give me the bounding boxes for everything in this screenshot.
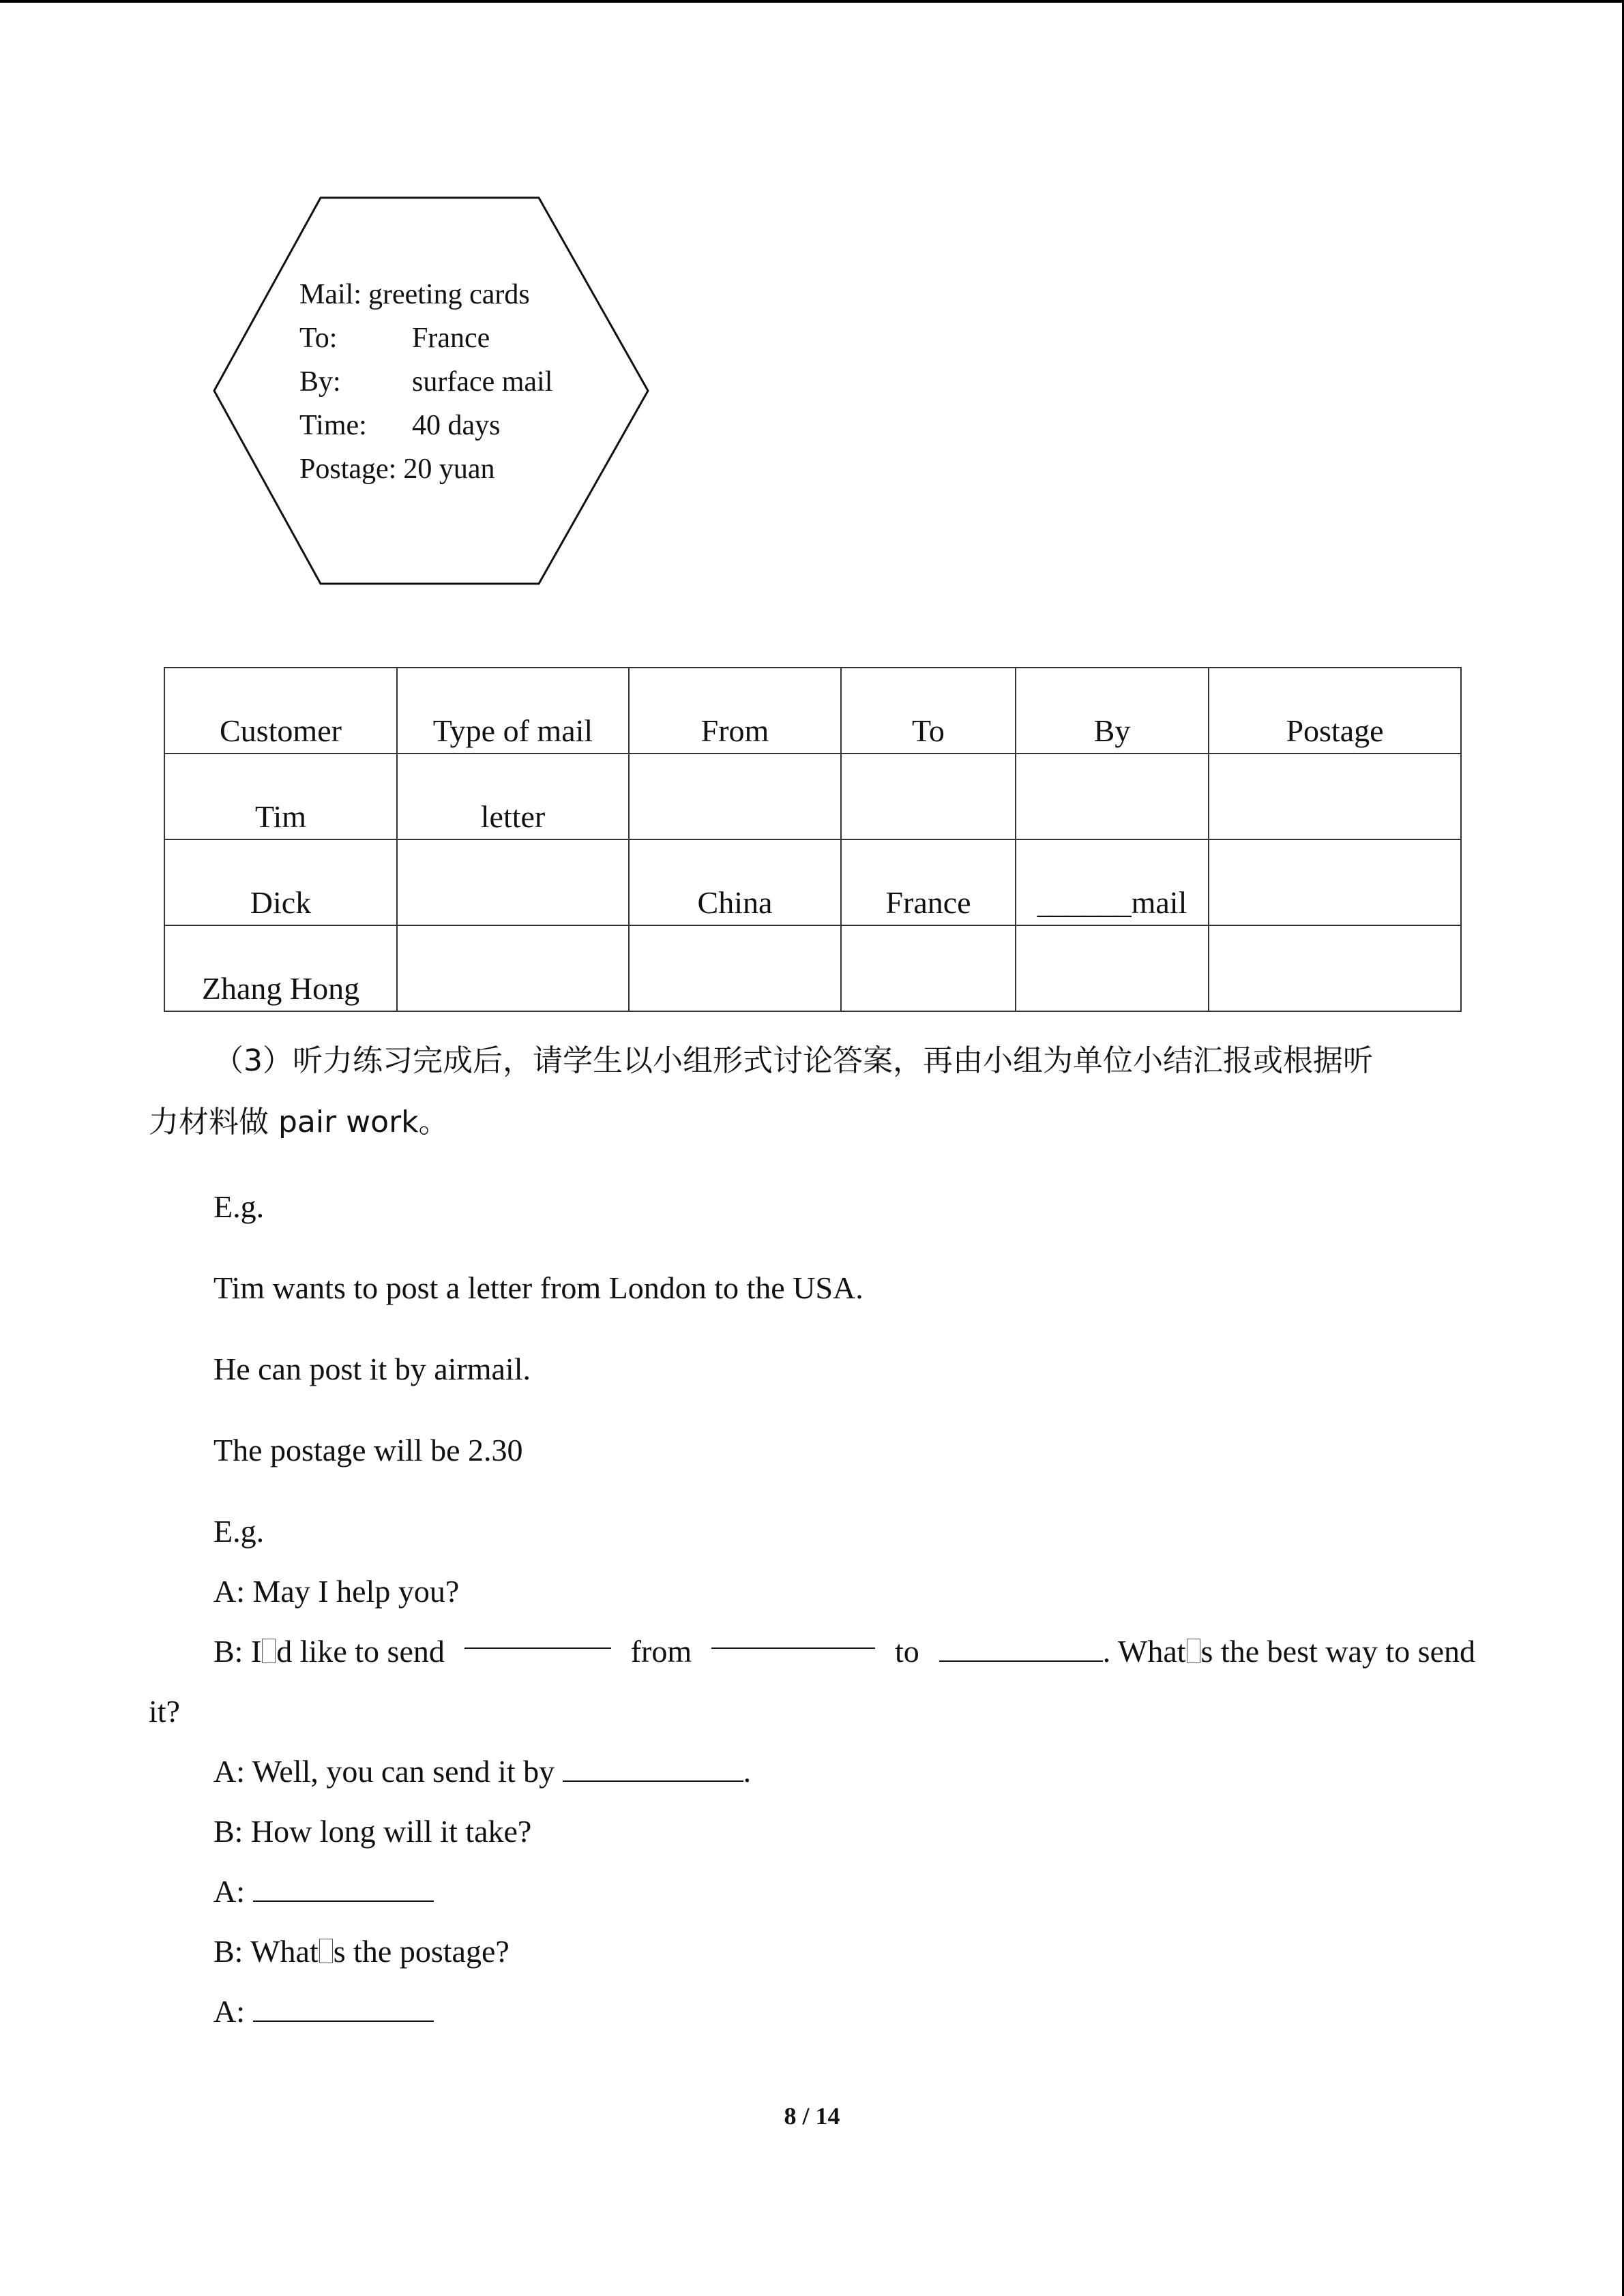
table-cell <box>841 925 1016 1011</box>
table-cell <box>1209 754 1461 839</box>
table-cell: Tim <box>164 754 397 839</box>
header-postage: Postage <box>1209 668 1461 754</box>
table-header-row <box>164 668 1461 754</box>
table-cell: Dick <box>164 839 397 925</box>
header-type-of-mail: Type of mail <box>397 668 629 754</box>
table-cell: ______mail <box>1016 839 1209 925</box>
dialogue-b1-seg3: . What s the best way to send <box>939 1620 1475 1683</box>
blank-what <box>464 1620 611 1649</box>
table-cell <box>841 754 1016 839</box>
dialogue-a2: A: Well, you can send it by . <box>213 1754 752 1789</box>
hex-line-by: By: surface mail <box>299 366 553 398</box>
instruction-line-2: 力材料做 pair work。 <box>149 1105 449 1139</box>
blank-time <box>253 1873 434 1902</box>
hex-line-time: Time: 40 days <box>299 410 501 441</box>
dialogue-b1-from: from <box>630 1634 692 1669</box>
example2-label: E.g. <box>213 1514 265 1549</box>
blank-from <box>711 1620 875 1649</box>
table-cell <box>1016 754 1209 839</box>
header-from: From <box>629 668 841 754</box>
header-customer: Customer <box>164 668 397 754</box>
mail-table <box>164 667 1462 1012</box>
hex-line-to: To: France <box>299 323 490 354</box>
top-border <box>0 0 1624 3</box>
table-row <box>164 839 1461 925</box>
example1-line-2: He can post it by airmail. <box>213 1352 531 1386</box>
dialogue-a4: A: <box>213 1980 434 2043</box>
table-cell: France <box>841 839 1016 925</box>
hexagon-text <box>299 273 552 491</box>
table-row <box>164 925 1461 1011</box>
table-cell <box>397 839 629 925</box>
dialogue-a3: A: <box>213 1860 434 1923</box>
table-cell: China <box>629 839 841 925</box>
table-row <box>164 754 1461 839</box>
hexagon-mail-card <box>211 196 651 585</box>
table-cell <box>1209 925 1461 1011</box>
instruction-line-1: （3）听力练习完成后，请学生以小组形式讨论答案，再由小组为单位小结汇报或根据听 <box>213 1043 1373 1078</box>
table-cell <box>1016 925 1209 1011</box>
example1-line-3: The postage will be 2.30 <box>213 1433 523 1467</box>
header-by: By <box>1016 668 1209 754</box>
blank-postage <box>253 1993 434 2022</box>
header-to: To <box>841 668 1016 754</box>
page-number: 8 / 14 <box>784 2102 840 2130</box>
dialogue-b3: B: What s the postage? <box>213 1934 510 1969</box>
table-cell <box>629 754 841 839</box>
dialogue-b1-to: to <box>895 1634 919 1669</box>
blank-method <box>563 1753 743 1782</box>
hex-line-postage: Postage: 20 yuan <box>299 453 495 485</box>
dialogue-a1: A: May I help you? <box>213 1574 460 1609</box>
dialogue-b1 <box>213 1620 1475 1683</box>
dialogue-b2: B: How long will it take? <box>213 1814 532 1849</box>
table-cell <box>629 925 841 1011</box>
table-cell <box>1209 839 1461 925</box>
table-cell: Zhang Hong <box>164 925 397 1011</box>
hex-line-mail: Mail: greeting cards <box>299 279 530 310</box>
example1-line-1: Tim wants to post a letter from London to the USA. <box>213 1270 863 1305</box>
table-cell <box>397 925 629 1011</box>
dialogue-b1-end: it? <box>149 1694 180 1729</box>
dialogue-b1-seg1: B: I d like to send <box>213 1634 445 1669</box>
table-cell: letter <box>397 754 629 839</box>
example1-label: E.g. <box>213 1189 265 1224</box>
blank-to <box>939 1633 1103 1662</box>
